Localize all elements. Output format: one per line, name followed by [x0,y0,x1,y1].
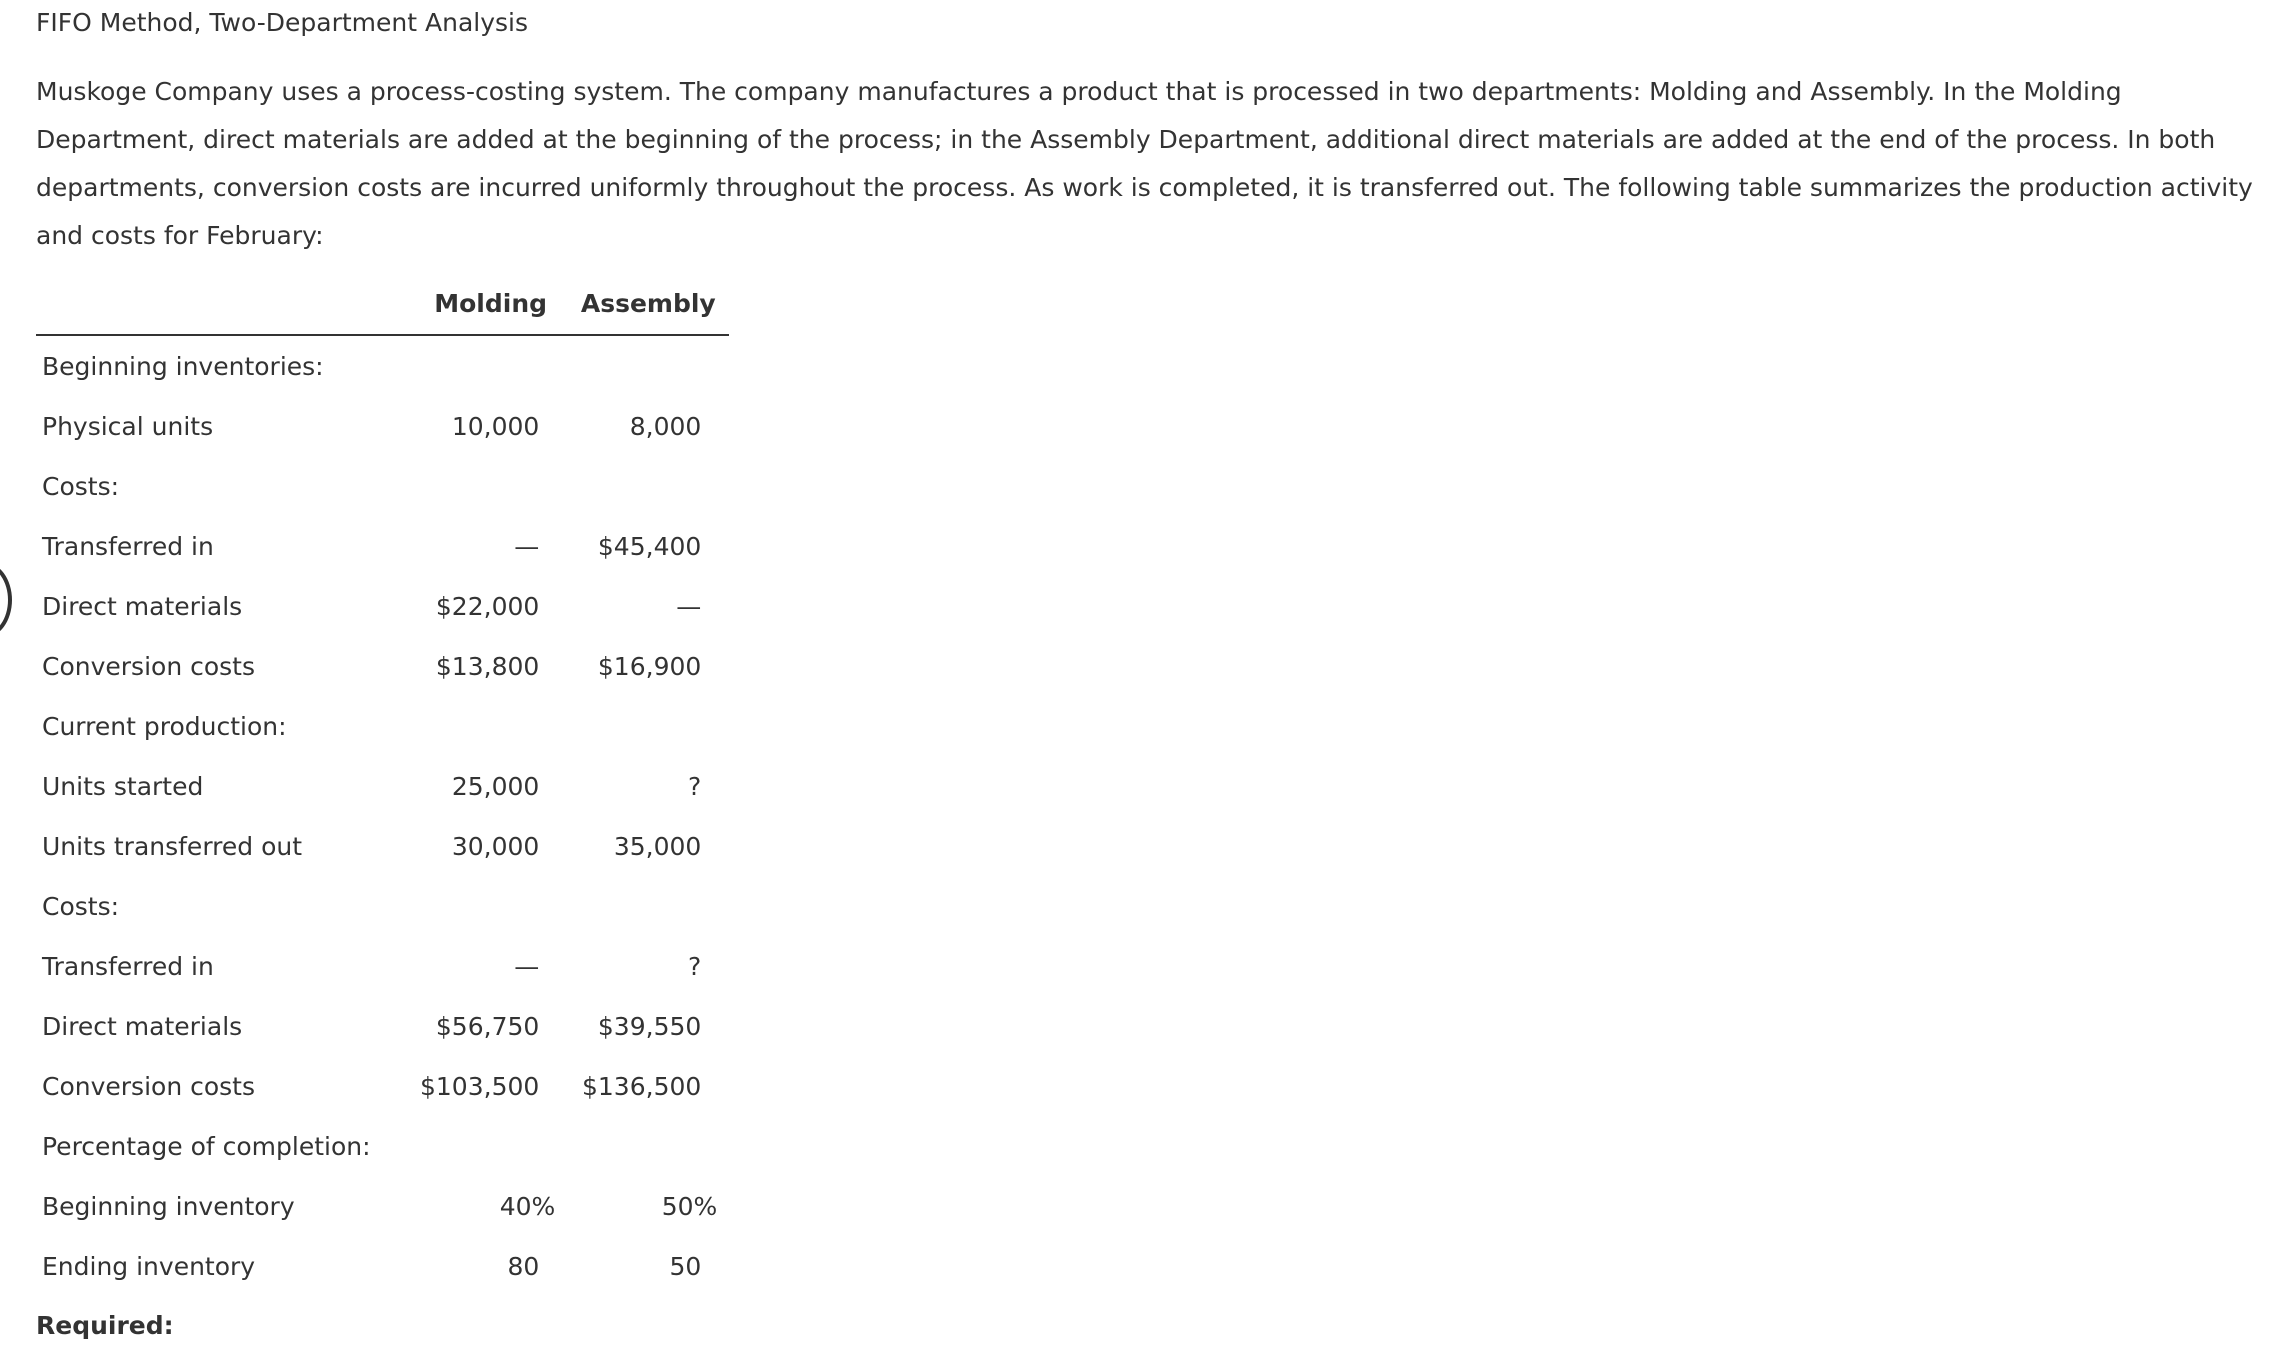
molding-value [414,1116,567,1176]
row-label: Transferred in [42,951,214,981]
row-label: Beginning inventory [42,1191,295,1221]
molding-value: $22,000 [435,591,540,621]
assembly-value: 50% [661,1191,718,1221]
table-row-current-production [36,696,729,756]
assembly-value: — [676,591,702,621]
table-row-units-started [36,756,729,816]
row-label: Conversion costs [42,1071,256,1101]
row-label: Conversion costs [42,651,256,681]
molding-value: 25,000 [451,771,540,801]
table-row-units-transferred-out [36,816,729,876]
table-row-beginning-transferred-in [36,516,729,576]
table-row-beginning-inventories [36,335,729,396]
assembly-value [567,1116,729,1176]
row-label: Physical units [42,411,214,441]
assembly-value: $16,900 [597,651,702,681]
assembly-value: 50 [669,1251,702,1281]
table-row-ending-inventory-pct [36,1236,729,1296]
assembly-value: $39,550 [597,1011,702,1041]
assembly-value [567,696,729,756]
row-label: Direct materials [42,591,243,621]
table-row-current-direct-materials [36,996,729,1056]
assembly-value [567,335,729,396]
row-label: Units started [42,771,204,801]
partial-circle-marker [0,562,12,638]
assembly-value: $136,500 [582,1071,702,1101]
required-heading: Required: [36,1311,174,1340]
row-label: Units transferred out [42,831,303,861]
table-row-beginning-costs [36,456,729,516]
table-row-current-conversion-costs [36,1056,729,1116]
molding-value: 10,000 [451,411,540,441]
molding-value: $103,500 [420,1071,540,1101]
assembly-value: $45,400 [597,531,702,561]
assembly-value: 8,000 [629,411,702,441]
header-label [36,276,414,335]
molding-value [414,696,567,756]
row-label: Current production: [42,711,287,741]
table-row-percentage-of-completion [36,1116,729,1176]
table-row-beginning-conversion-costs [36,636,729,696]
header-molding: Molding [414,276,567,335]
row-label: Transferred in [42,531,214,561]
row-label: Ending inventory [42,1251,256,1281]
molding-value: 80 [507,1251,540,1281]
problem-title: FIFO Method, Two-Department Analysis [36,8,529,37]
molding-value [414,876,567,936]
molding-value: — [514,531,540,561]
molding-value: $56,750 [435,1011,540,1041]
assembly-value: ? [688,771,702,801]
table-row-current-transferred-in [36,936,729,996]
molding-value: $13,800 [435,651,540,681]
row-label: Direct materials [42,1011,243,1041]
table-header-row [36,276,729,335]
assembly-value: 35,000 [613,831,702,861]
assembly-value: ? [688,951,702,981]
assembly-value [567,456,729,516]
table-row-physical-units [36,396,729,456]
row-label: Costs: [42,471,120,501]
row-label: Costs: [42,891,120,921]
table-row-beginning-inventory-pct [36,1176,729,1236]
table-row-current-costs [36,876,729,936]
molding-value: 30,000 [451,831,540,861]
problem-description: Muskoge Company uses a process-costing system. The company manufactures a product that is processed in two departments: Molding and Assembly. In the Molding Department, direct materials are added at the beginning of the process; in the Assembly Department, additional direct materials are added at the end of the process. In both departments, conversion costs are incurred uniformly throughout the process. As work is completed, it is transferred out. The following table summarizes the production activity and costs for February: [36,77,2253,250]
molding-value [414,456,567,516]
production-data-table [36,276,729,1296]
molding-value: 40% [499,1191,556,1221]
row-label: Beginning inventories: [42,351,324,381]
table-row-beginning-direct-materials [36,576,729,636]
molding-value: — [514,951,540,981]
row-label: Percentage of completion: [42,1131,371,1161]
molding-value [414,335,567,396]
header-assembly: Assembly [567,276,729,335]
assembly-value [567,876,729,936]
